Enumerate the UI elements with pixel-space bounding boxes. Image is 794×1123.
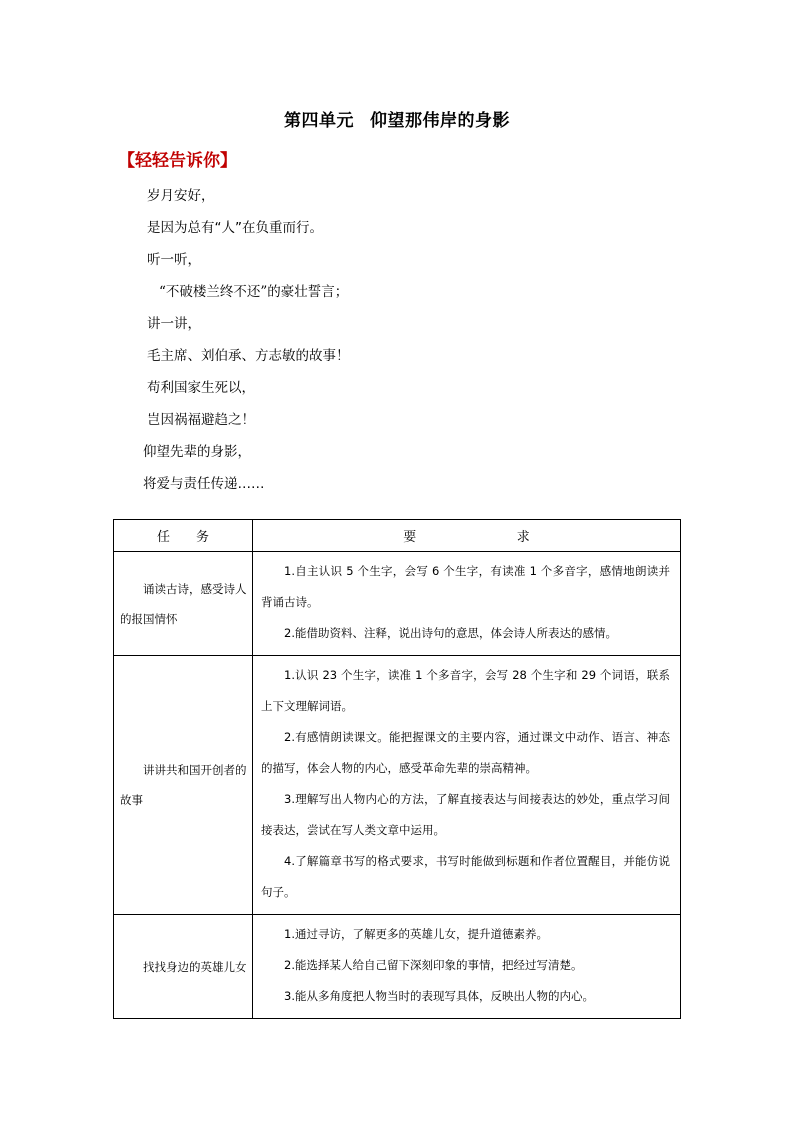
table-row bbox=[114, 656, 681, 915]
requirement-item: 4.了解篇章书写的格式要求，书写时能做到标题和作者位置醒目，并能仿说句子。 bbox=[261, 854, 670, 899]
table-row bbox=[114, 552, 681, 656]
requirement-cell bbox=[253, 915, 681, 1019]
poem-line: 是因为总有“人”在负重而行。 bbox=[147, 220, 323, 236]
section-heading: 【轻轻告诉你】 bbox=[118, 151, 237, 171]
page-title bbox=[0, 106, 794, 131]
task-cell: 找找身边的英雄儿女 bbox=[114, 915, 253, 1019]
requirement-item: 3.理解写出人物内心的方法，了解直接表达与间接表达的妙处，重点学习间接表达，尝试在写人类文章中运用。 bbox=[261, 792, 670, 837]
poem-line: 岂因祸福避趋之！ bbox=[147, 412, 255, 428]
poem-line: 仰望先辈的身影， bbox=[143, 444, 251, 460]
requirement-item: 1.自主认识 5 个生字，会写 6 个生字，有读准 1 个多音字，感情地朗读并背诵古诗。 bbox=[261, 564, 670, 609]
requirement-item: 2.能借助资料、注释，说出诗句的意思，体会诗人所表达的感情。 bbox=[284, 626, 617, 640]
table-header-row bbox=[114, 520, 681, 552]
header-task: 任 务 bbox=[114, 520, 253, 552]
task-cell: 诵读古诗，感受诗人的报国情怀 bbox=[114, 552, 253, 656]
poem-line: 将爱与责任传递…… bbox=[143, 476, 265, 492]
requirement-cell bbox=[253, 552, 681, 656]
requirement-item: 1.通过寻访，了解更多的英雄儿女，提升道德素养。 bbox=[284, 927, 548, 941]
poem-line: 讲一讲， bbox=[147, 316, 201, 332]
requirement-item: 2.有感情朗读课文。能把握课文的主要内容，通过课文中动作、语言、神态的描写，体会人物的内心，感受革命先辈的崇高精神。 bbox=[261, 730, 670, 775]
poem-line: 毛主席、刘伯承、方志敏的故事！ bbox=[147, 348, 350, 364]
task-requirements-table bbox=[113, 519, 681, 1019]
table-row bbox=[114, 915, 681, 1019]
task-cell: 讲讲共和国开创者的故事 bbox=[114, 656, 253, 915]
title-theme: 仰望那伟岸的身影 bbox=[370, 111, 510, 131]
requirement-item: 1.认识 23 个生字，读准 1 个多音字，会写 28 个生字和 29 个词语，联系上下文理解词语。 bbox=[261, 668, 670, 713]
title-unit: 第四单元 bbox=[284, 111, 354, 131]
requirement-item: 2.能选择某人给自己留下深刻印象的事情，把经过写清楚。 bbox=[284, 958, 583, 972]
poem-line: 听一听， bbox=[147, 252, 201, 268]
poem-line: 岁月安好， bbox=[147, 188, 215, 204]
requirement-item: 3.能从多角度把人物当时的表现写具体，反映出人物的内心。 bbox=[284, 989, 594, 1003]
poem-line: “不破楼兰终不还”的豪壮誓言； bbox=[159, 284, 349, 300]
header-requirement: 要 求 bbox=[253, 520, 681, 552]
requirement-cell bbox=[253, 656, 681, 915]
poem-line: 苟利国家生死以， bbox=[147, 380, 255, 396]
